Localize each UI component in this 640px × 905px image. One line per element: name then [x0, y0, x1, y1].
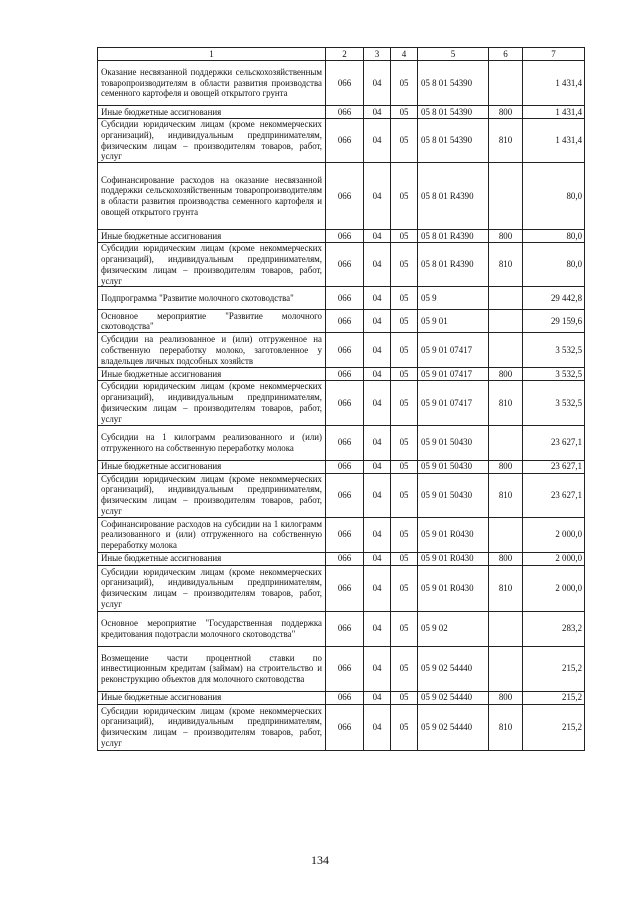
section-code-cell: 04 — [364, 106, 391, 119]
ministry-code-cell: 066 — [326, 517, 364, 552]
section-code-cell: 04 — [364, 704, 391, 750]
amount-cell: 29 442,8 — [523, 287, 585, 310]
row-name-cell: Софинансирование расходов на субсидии на 1 килограмм реализованного и (или) отгруженного на собственную переработку молока — [98, 517, 326, 552]
ministry-code-cell: 066 — [326, 425, 364, 460]
section-code-cell: 04 — [364, 565, 391, 611]
subsection-code-cell: 05 — [391, 381, 418, 425]
target-article-cell: 05 9 01 — [418, 310, 489, 333]
expense-type-cell: 810 — [489, 473, 523, 517]
subsection-code-cell: 05 — [391, 119, 418, 163]
table-row — [98, 310, 585, 333]
table-row — [98, 119, 585, 163]
expense-type-cell: 810 — [489, 243, 523, 287]
expense-type-cell — [489, 287, 523, 310]
subsection-code-cell: 05 — [391, 611, 418, 646]
amount-cell: 29 159,6 — [523, 310, 585, 333]
ministry-code-cell: 066 — [326, 333, 364, 368]
amount-cell: 1 431,4 — [523, 61, 585, 106]
ministry-code-cell: 066 — [326, 163, 364, 230]
table-row — [98, 425, 585, 460]
subsection-code-cell: 05 — [391, 243, 418, 287]
expense-type-cell: 810 — [489, 704, 523, 750]
ministry-code-cell: 066 — [326, 243, 364, 287]
amount-cell: 1 431,4 — [523, 106, 585, 119]
amount-cell: 2 000,0 — [523, 565, 585, 611]
table-row — [98, 517, 585, 552]
expense-type-cell: 810 — [489, 119, 523, 163]
subsection-code-cell: 05 — [391, 310, 418, 333]
table-row — [98, 565, 585, 611]
amount-cell: 1 431,4 — [523, 119, 585, 163]
target-article-cell: 05 9 01 07417 — [418, 381, 489, 425]
subsection-code-cell: 05 — [391, 704, 418, 750]
target-article-cell: 05 9 01 07417 — [418, 368, 489, 381]
section-code-cell: 04 — [364, 163, 391, 230]
ministry-code-cell: 066 — [326, 106, 364, 119]
section-code-cell: 04 — [364, 473, 391, 517]
ministry-code-cell: 066 — [326, 119, 364, 163]
subsection-code-cell: 05 — [391, 646, 418, 691]
ministry-code-cell: 066 — [326, 611, 364, 646]
target-article-cell: 05 9 01 50430 — [418, 473, 489, 517]
ministry-code-cell: 066 — [326, 691, 364, 704]
ministry-code-cell: 066 — [326, 473, 364, 517]
section-code-cell: 04 — [364, 552, 391, 565]
expense-type-cell — [489, 61, 523, 106]
target-article-cell: 05 9 02 54440 — [418, 646, 489, 691]
subsection-code-cell: 05 — [391, 368, 418, 381]
subsection-code-cell: 05 — [391, 473, 418, 517]
ministry-code-cell: 066 — [326, 230, 364, 243]
page-number: 134 — [311, 853, 329, 867]
column-header: 4 — [391, 48, 418, 61]
amount-cell: 215,2 — [523, 704, 585, 750]
section-code-cell: 04 — [364, 611, 391, 646]
row-name-cell: Основное мероприятие "Развитие молочного скотоводства" — [98, 310, 326, 333]
budget-table-sheet — [97, 47, 584, 751]
ministry-code-cell: 066 — [326, 460, 364, 473]
amount-cell: 80,0 — [523, 230, 585, 243]
column-header: 5 — [418, 48, 489, 61]
table-row — [98, 691, 585, 704]
subsection-code-cell: 05 — [391, 230, 418, 243]
target-article-cell: 05 9 01 50430 — [418, 425, 489, 460]
row-name-cell: Основное мероприятие "Государственная поддержка кредитования подотрасли молочного скотоводства" — [98, 611, 326, 646]
amount-cell: 2 000,0 — [523, 552, 585, 565]
ministry-code-cell: 066 — [326, 287, 364, 310]
section-code-cell: 04 — [364, 310, 391, 333]
row-name-cell: Субсидии юридическим лицам (кроме некоммерческих организаций), индивидуальным предпринимателям, физическим лицам – производителям товаров, работ, услуг — [98, 473, 326, 517]
amount-cell: 283,2 — [523, 611, 585, 646]
subsection-code-cell: 05 — [391, 517, 418, 552]
subsection-code-cell: 05 — [391, 163, 418, 230]
ministry-code-cell: 066 — [326, 61, 364, 106]
table-row — [98, 611, 585, 646]
row-name-cell: Субсидии юридическим лицам (кроме некоммерческих организаций), индивидуальным предпринимателям, физическим лицам – производителям товаров, работ, услуг — [98, 381, 326, 425]
row-name-cell: Субсидии юридическим лицам (кроме некоммерческих организаций), индивидуальным предпринимателям, физическим лицам – производителям товаров, работ, услуг — [98, 565, 326, 611]
row-name-cell: Субсидии юридическим лицам (кроме некоммерческих организаций), индивидуальным предпринимателям, физическим лицам – производителям товаров, работ, услуг — [98, 243, 326, 287]
expense-type-cell: 800 — [489, 106, 523, 119]
subsection-code-cell: 05 — [391, 552, 418, 565]
column-number-row — [98, 48, 585, 61]
table-row — [98, 646, 585, 691]
amount-cell: 2 000,0 — [523, 517, 585, 552]
target-article-cell: 05 9 01 R0430 — [418, 517, 489, 552]
ministry-code-cell: 066 — [326, 310, 364, 333]
column-header: 1 — [98, 48, 326, 61]
budget-table — [97, 47, 585, 751]
subsection-code-cell: 05 — [391, 691, 418, 704]
expense-type-cell — [489, 425, 523, 460]
expense-type-cell: 800 — [489, 230, 523, 243]
expense-type-cell — [489, 611, 523, 646]
target-article-cell: 05 9 01 07417 — [418, 333, 489, 368]
table-row — [98, 381, 585, 425]
section-code-cell: 04 — [364, 61, 391, 106]
section-code-cell: 04 — [364, 230, 391, 243]
table-row — [98, 243, 585, 287]
amount-cell: 3 532,5 — [523, 381, 585, 425]
subsection-code-cell: 05 — [391, 425, 418, 460]
target-article-cell: 05 9 01 R0430 — [418, 552, 489, 565]
row-name-cell: Иные бюджетные ассигнования — [98, 552, 326, 565]
ministry-code-cell: 066 — [326, 552, 364, 565]
target-article-cell: 05 9 — [418, 287, 489, 310]
expense-type-cell — [489, 517, 523, 552]
column-header: 3 — [364, 48, 391, 61]
target-article-cell: 05 9 01 50430 — [418, 460, 489, 473]
expense-type-cell: 800 — [489, 368, 523, 381]
subsection-code-cell: 05 — [391, 333, 418, 368]
section-code-cell: 04 — [364, 517, 391, 552]
target-article-cell: 05 8 01 54390 — [418, 119, 489, 163]
table-row — [98, 230, 585, 243]
amount-cell: 80,0 — [523, 163, 585, 230]
column-header: 2 — [326, 48, 364, 61]
expense-type-cell — [489, 163, 523, 230]
subsection-code-cell: 05 — [391, 61, 418, 106]
amount-cell: 23 627,1 — [523, 425, 585, 460]
amount-cell: 3 532,5 — [523, 368, 585, 381]
row-name-cell: Софинансирование расходов на оказание несвязанной поддержки сельскохозяйственным товаропроизводителям в области развития производства семенного картофеля и овощей открытого грунта — [98, 163, 326, 230]
table-row — [98, 106, 585, 119]
amount-cell: 80,0 — [523, 243, 585, 287]
row-name-cell: Подпрограмма "Развитие молочного скотоводства" — [98, 287, 326, 310]
ministry-code-cell: 066 — [326, 646, 364, 691]
subsection-code-cell: 05 — [391, 287, 418, 310]
expense-type-cell — [489, 310, 523, 333]
table-row — [98, 473, 585, 517]
amount-cell: 215,2 — [523, 646, 585, 691]
subsection-code-cell: 05 — [391, 106, 418, 119]
amount-cell: 3 532,5 — [523, 333, 585, 368]
table-row — [98, 163, 585, 230]
expense-type-cell: 800 — [489, 552, 523, 565]
row-name-cell: Иные бюджетные ассигнования — [98, 460, 326, 473]
table-row — [98, 287, 585, 310]
target-article-cell: 05 9 02 54440 — [418, 704, 489, 750]
table-row — [98, 460, 585, 473]
section-code-cell: 04 — [364, 333, 391, 368]
ministry-code-cell: 066 — [326, 565, 364, 611]
expense-type-cell: 800 — [489, 691, 523, 704]
section-code-cell: 04 — [364, 243, 391, 287]
target-article-cell: 05 8 01 R4390 — [418, 230, 489, 243]
section-code-cell: 04 — [364, 460, 391, 473]
expense-type-cell: 810 — [489, 565, 523, 611]
target-article-cell: 05 9 02 54440 — [418, 691, 489, 704]
target-article-cell: 05 8 01 R4390 — [418, 243, 489, 287]
table-row — [98, 61, 585, 106]
table-row — [98, 552, 585, 565]
row-name-cell: Иные бюджетные ассигнования — [98, 368, 326, 381]
column-header: 6 — [489, 48, 523, 61]
column-header: 7 — [523, 48, 585, 61]
section-code-cell: 04 — [364, 425, 391, 460]
target-article-cell: 05 8 01 R4390 — [418, 163, 489, 230]
ministry-code-cell: 066 — [326, 381, 364, 425]
ministry-code-cell: 066 — [326, 368, 364, 381]
amount-cell: 23 627,1 — [523, 460, 585, 473]
section-code-cell: 04 — [364, 381, 391, 425]
row-name-cell: Иные бюджетные ассигнования — [98, 230, 326, 243]
expense-type-cell — [489, 333, 523, 368]
row-name-cell: Иные бюджетные ассигнования — [98, 691, 326, 704]
row-name-cell: Субсидии на 1 килограмм реализованного и (или) отгруженного на собственную переработку молока — [98, 425, 326, 460]
row-name-cell: Субсидии юридическим лицам (кроме некоммерческих организаций), индивидуальным предпринимателям, физическим лицам – производителям товаров, работ, услуг — [98, 704, 326, 750]
table-row — [98, 333, 585, 368]
subsection-code-cell: 05 — [391, 565, 418, 611]
target-article-cell: 05 8 01 54390 — [418, 61, 489, 106]
section-code-cell: 04 — [364, 646, 391, 691]
section-code-cell: 04 — [364, 119, 391, 163]
amount-cell: 215,2 — [523, 691, 585, 704]
target-article-cell: 05 8 01 54390 — [418, 106, 489, 119]
section-code-cell: 04 — [364, 691, 391, 704]
row-name-cell: Субсидии на реализованное и (или) отгруженное на собственную переработку молоко, заготовленное у владельцев личных подсобных хозяйств — [98, 333, 326, 368]
ministry-code-cell: 066 — [326, 704, 364, 750]
expense-type-cell: 810 — [489, 381, 523, 425]
section-code-cell: 04 — [364, 368, 391, 381]
table-row — [98, 368, 585, 381]
subsection-code-cell: 05 — [391, 460, 418, 473]
expense-type-cell: 800 — [489, 460, 523, 473]
row-name-cell: Возмещение части процентной ставки по инвестиционным кредитам (займам) на строительство и реконструкцию объектов для молочного скотоводства — [98, 646, 326, 691]
target-article-cell: 05 9 02 — [418, 611, 489, 646]
row-name-cell: Оказание несвязанной поддержки сельскохозяйственным товаропроизводителям в области развития производства семенного картофеля и овощей открытого грунта — [98, 61, 326, 106]
section-code-cell: 04 — [364, 287, 391, 310]
target-article-cell: 05 9 01 R0430 — [418, 565, 489, 611]
expense-type-cell — [489, 646, 523, 691]
amount-cell: 23 627,1 — [523, 473, 585, 517]
row-name-cell: Иные бюджетные ассигнования — [98, 106, 326, 119]
table-row — [98, 704, 585, 750]
row-name-cell: Субсидии юридическим лицам (кроме некоммерческих организаций), индивидуальным предпринимателям, физическим лицам – производителям товаров, работ, услуг — [98, 119, 326, 163]
